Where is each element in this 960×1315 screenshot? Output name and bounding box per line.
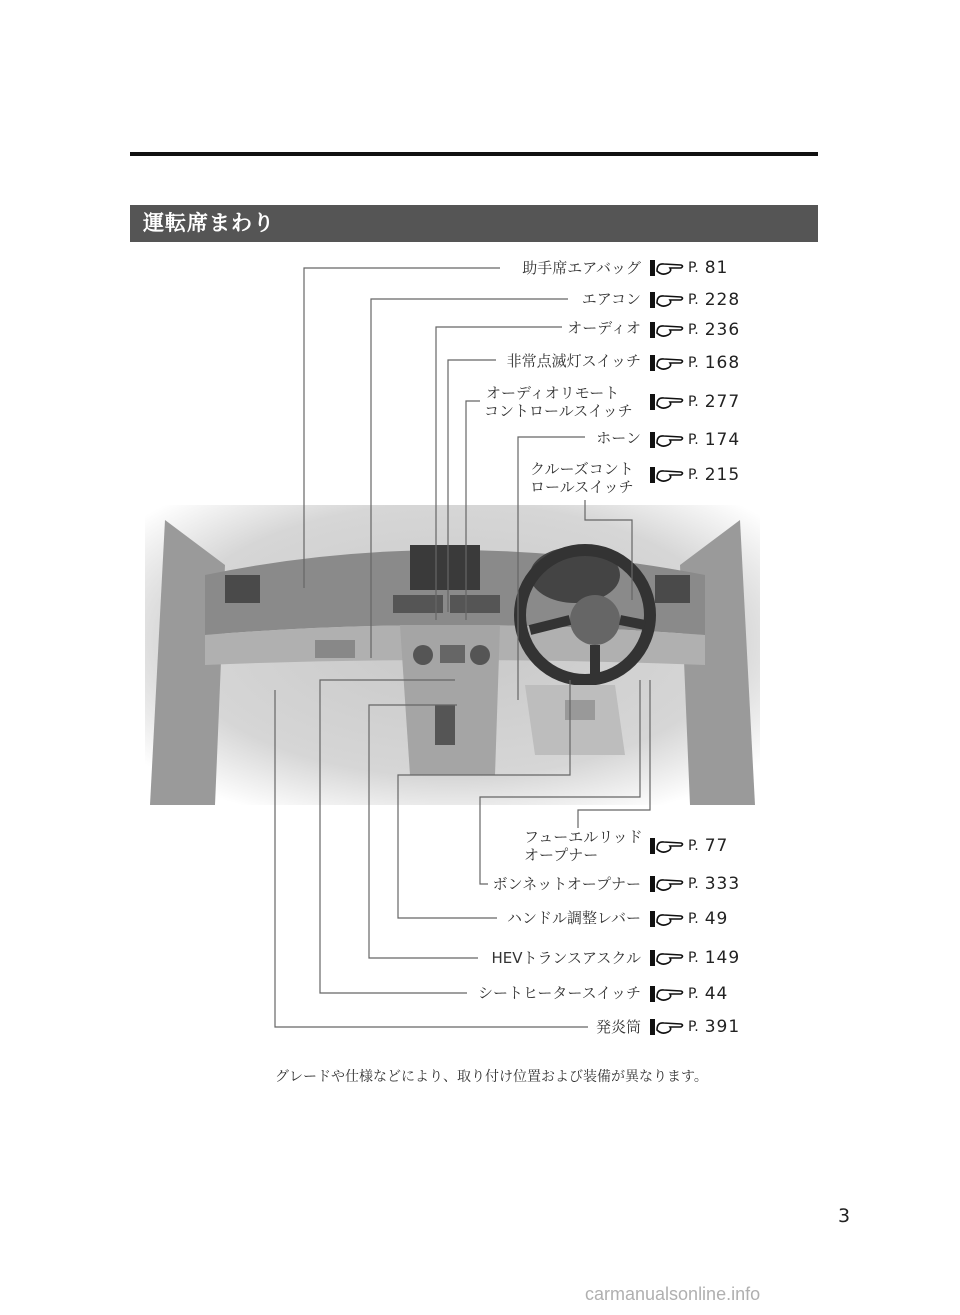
page-number-ref: 215 <box>704 465 741 485</box>
page-ref-cruise-control[interactable] <box>648 465 740 485</box>
pointing-hand-icon <box>648 910 686 928</box>
page-ref-audio-remote[interactable] <box>648 392 740 412</box>
callout-label-horn: ホーン <box>596 429 641 447</box>
callout-label-hev-transaxle: HEVトランスアスクル <box>491 949 641 967</box>
page-ref-horn[interactable] <box>648 430 740 450</box>
callout-label-passenger-airbag: 助手席エアバッグ <box>522 259 641 277</box>
pointing-hand-icon <box>648 466 686 484</box>
page-number-ref: 391 <box>704 1017 741 1037</box>
page-prefix: P. <box>688 1019 699 1035</box>
page-number-ref: 44 <box>704 984 729 1004</box>
page-prefix: P. <box>688 292 699 308</box>
pointing-hand-icon <box>648 837 686 855</box>
page-ref-fuel-lid[interactable] <box>648 836 728 856</box>
page-prefix: P. <box>688 394 699 410</box>
page-number-ref: 236 <box>704 320 741 340</box>
page-prefix: P. <box>688 322 699 338</box>
pointing-hand-icon <box>648 291 686 309</box>
page-number-ref: 77 <box>704 836 729 856</box>
callout-label-hazard-switch: 非常点滅灯スイッチ <box>506 352 641 370</box>
page-number-ref: 149 <box>704 948 741 968</box>
callout-label-flare: 発炎筒 <box>595 1018 641 1036</box>
page-prefix: P. <box>688 950 699 966</box>
page-prefix: P. <box>688 911 699 927</box>
section-title: 運転席まわり <box>143 211 275 235</box>
callout-label-audio-remote-1: オーディオリモート <box>486 384 620 402</box>
callout-label-audio: オーディオ <box>567 319 641 337</box>
page-prefix: P. <box>688 260 699 276</box>
page-number-ref: 228 <box>704 290 741 310</box>
page-number-ref: 81 <box>704 258 729 278</box>
page-ref-flare[interactable] <box>648 1017 740 1037</box>
page-number-ref: 277 <box>704 392 741 412</box>
page-number: 3 <box>838 1205 851 1227</box>
page-ref-hazard-switch[interactable] <box>648 353 740 373</box>
page-number-ref: 168 <box>704 353 741 373</box>
page-number-ref: 333 <box>704 874 741 894</box>
page-prefix: P. <box>688 876 699 892</box>
pointing-hand-icon <box>648 393 686 411</box>
pointing-hand-icon <box>648 431 686 449</box>
page-prefix: P. <box>688 355 699 371</box>
page-number-ref: 174 <box>704 430 741 450</box>
callout-label-cruise-2: ロールスイッチ <box>530 478 634 496</box>
page-prefix: P. <box>688 432 699 448</box>
watermark: carmanualsonline.info <box>585 1284 761 1304</box>
pointing-hand-icon <box>648 354 686 372</box>
pointing-hand-icon <box>648 259 686 277</box>
page-number-ref: 49 <box>704 909 729 929</box>
callout-label-fuel-lid-1: フューエルリッド <box>524 828 643 846</box>
page-ref-hev-transaxle[interactable] <box>648 948 740 968</box>
callout-label-seat-heater: シートヒータースイッチ <box>477 984 641 1002</box>
page-ref-bonnet-opener[interactable] <box>648 874 740 894</box>
callout-label-cruise-1: クルーズコント <box>530 460 634 478</box>
page-ref-air-conditioner[interactable] <box>648 290 740 310</box>
callout-label-bonnet-opener: ボンネットオープナー <box>492 875 641 893</box>
pointing-hand-icon <box>648 875 686 893</box>
page-ref-seat-heater[interactable] <box>648 984 728 1004</box>
footnote: グレードや仕様などにより、取り付け位置および装備が異なります。 <box>275 1069 708 1085</box>
page-prefix: P. <box>688 467 699 483</box>
page-ref-steering-lever[interactable] <box>648 909 728 929</box>
page-prefix: P. <box>688 838 699 854</box>
page-prefix: P. <box>688 986 699 1002</box>
callout-label-audio-remote-2: コントロールスイッチ <box>484 402 633 420</box>
pointing-hand-icon <box>648 321 686 339</box>
callout-label-fuel-lid-2: オープナー <box>524 846 599 864</box>
callout-label-air-conditioner: エアコン <box>581 290 641 308</box>
pointing-hand-icon <box>648 985 686 1003</box>
pointing-hand-icon <box>648 1018 686 1036</box>
page-ref-audio[interactable] <box>648 320 740 340</box>
callout-label-steering-lever: ハンドル調整レバー <box>507 909 641 927</box>
dashboard-illustration <box>145 505 760 805</box>
page-ref-passenger-airbag[interactable] <box>648 258 728 278</box>
pointing-hand-icon <box>648 949 686 967</box>
top-rule <box>130 152 818 156</box>
